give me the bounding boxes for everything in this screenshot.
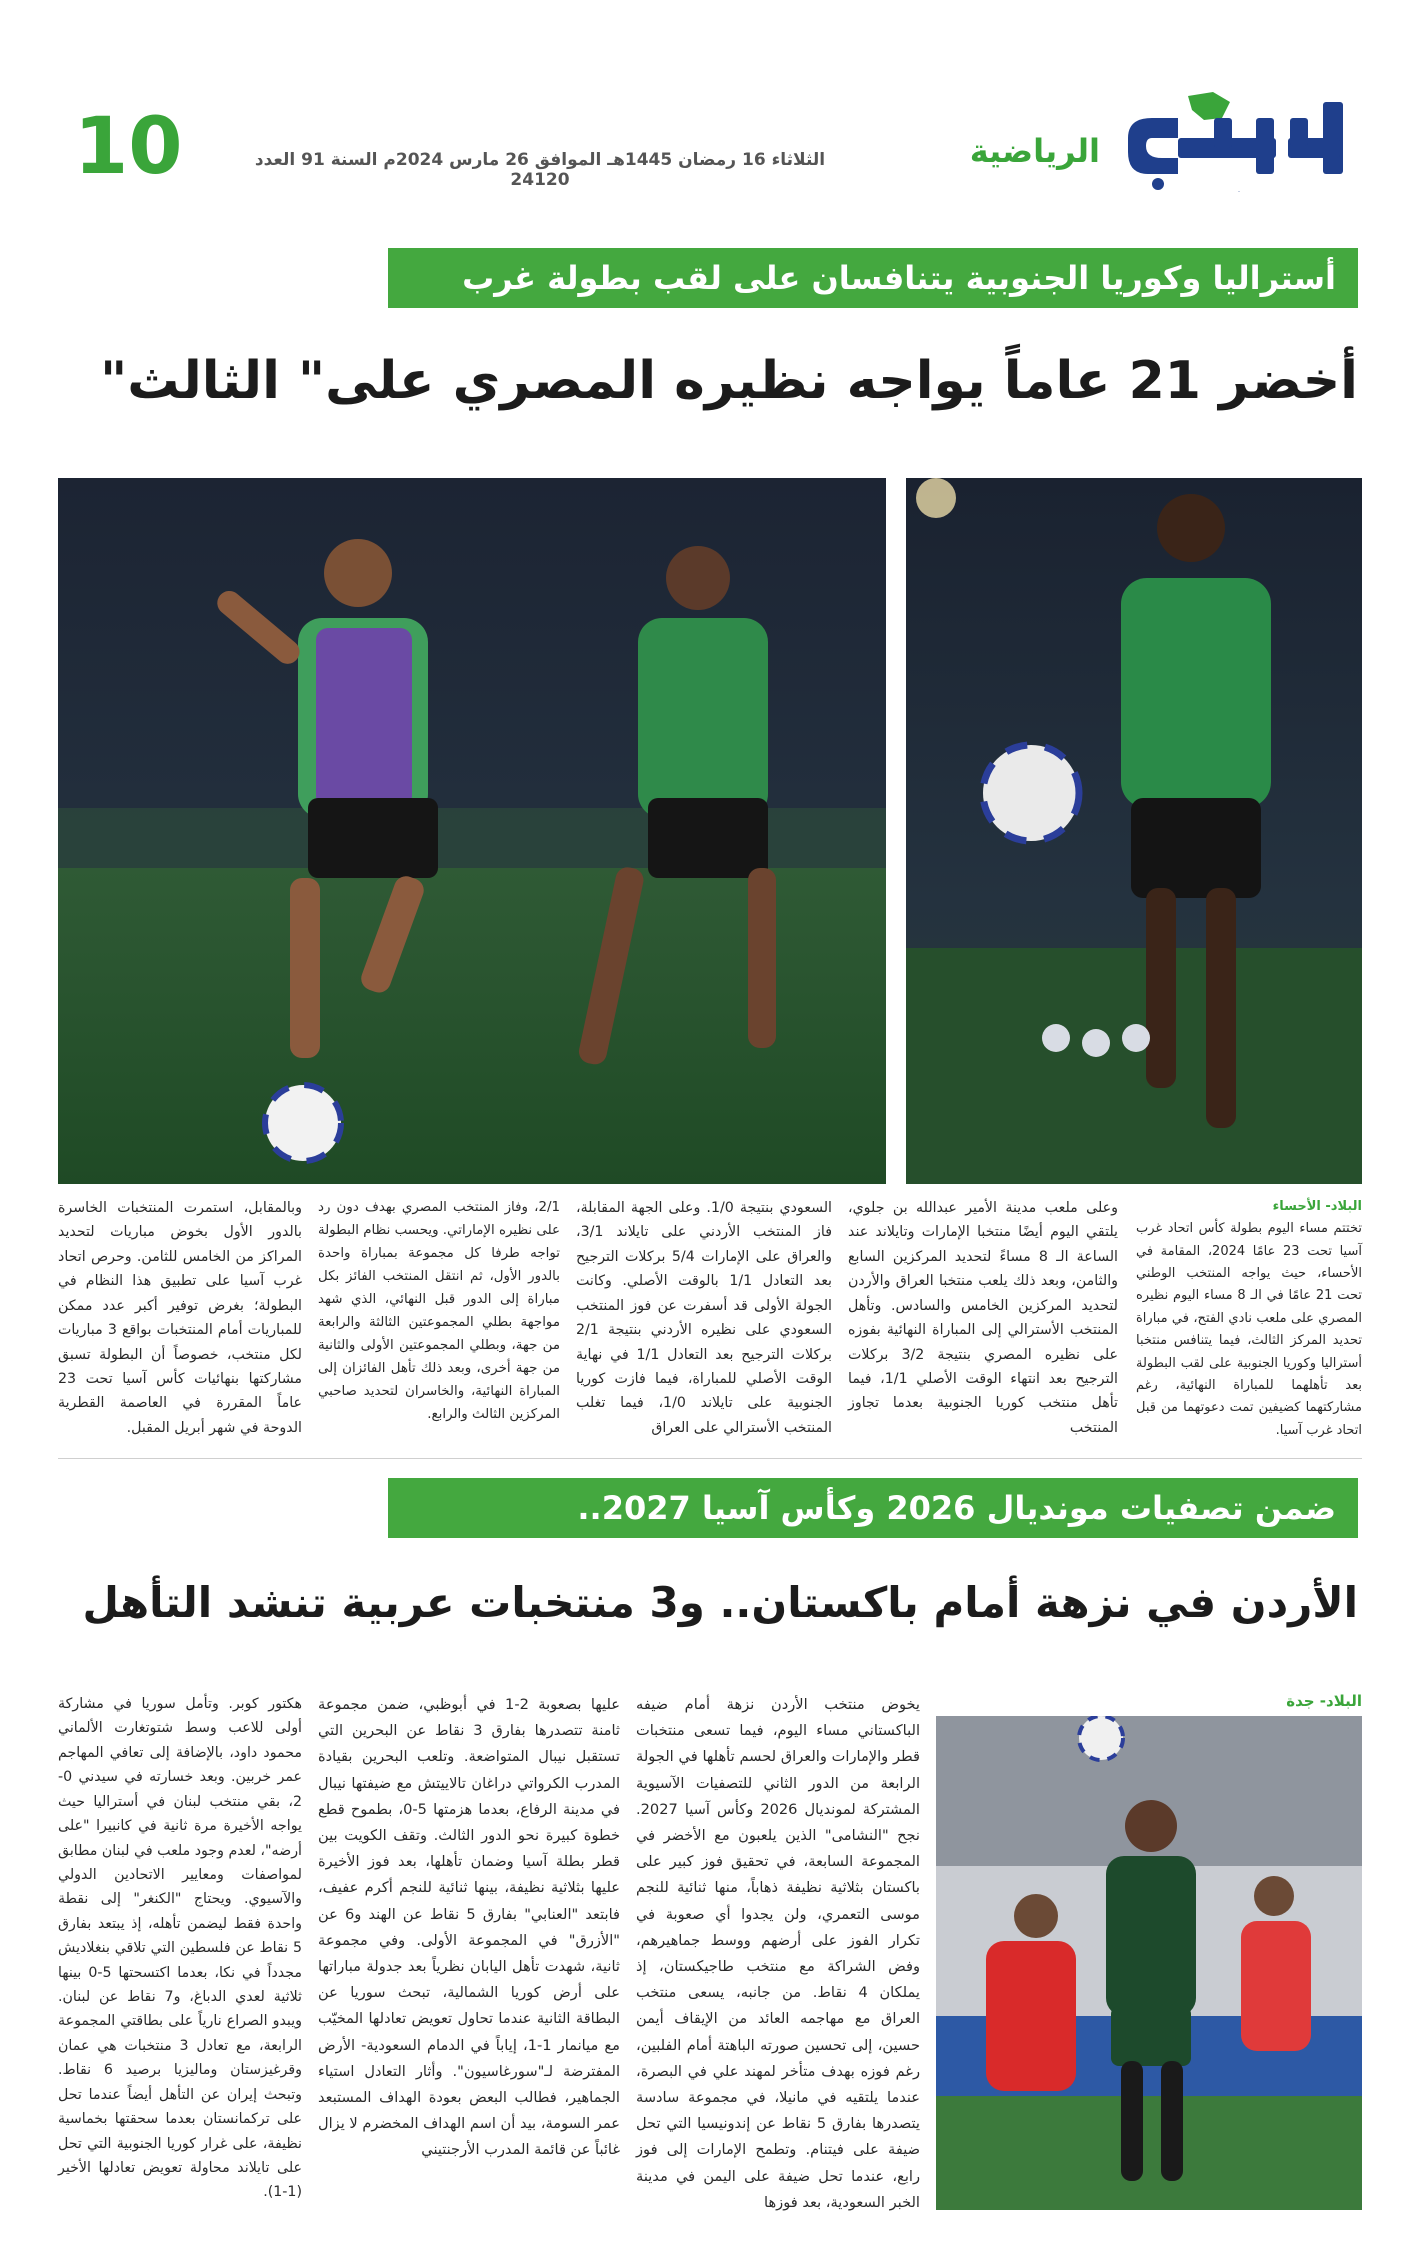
article-1-byline: البلاد- الأحساء — [1272, 1199, 1362, 1214]
section-divider — [58, 1458, 1362, 1459]
training-photo-player-with-ball — [906, 478, 1362, 1184]
article-1-column-1-text: تختتم مساء اليوم بطولة كأس اتحاد غرب آسيا تحت 23 عامًا 2024، المقامة في الأحساء، حيث يواجه المنتخب الوطني تحت 21 عامًا في الـ 8 مساء اليوم نظيره المصري على ملعب نادي الفتح، في مباراة تحديد المركز الثالث، فيما يتنافس منتخبا أستراليا وكوريا الجنوبية على لقب البطولة بعد تأهلهما للمباراة النهائية، رغم مشاركتهما كضيفين تمت دعوتهما من قبل اتحاد غرب آسيا. — [1136, 1221, 1362, 1438]
article-1-column-2: وعلى ملعب مدينة الأمير عبدالله بن جلوي، يلتقي اليوم أيضًا منتخبا الإمارات وتايلاند عند الساعة الـ 8 مساءً لتحديد المركزين السابع والثامن، وبعد ذلك يلعب منتخبا العراق والأردن لتحديد المركزين الخامس والسادس. وتأهل المنتخب الأسترالي إلى المباراة النهائية بفوزه على نظيره المصري بنتيجة 3/2 بركلات الترجيح بعد انتهاء الوقت الأصلي 1/1، فيما تأهل منتخب كوريا الجنوبية بعدما تجاوز المنتخب — [848, 1200, 1118, 1436]
dateline: الثلاثاء 16 رمضان 1445هـ الموافق 26 مارس 2024م السنة 91 العدد 24120 — [254, 150, 826, 190]
article-2-byline-holder — [936, 1692, 1362, 1710]
logo-text: البلاد — [1238, 192, 1240, 193]
article-2-headline: الأردن في نزهة أمام باكستان.. و3 منتخبات عربية تنشد التأهل — [82, 1578, 1358, 1627]
page-number: 10 — [74, 102, 183, 192]
article-2-column-1: يخوض منتخب الأردن نزهة أمام ضيفه الباكستاني مساء اليوم، فيما تسعى منتخبات قطر والإمارات والعراق لحسم تأهلها في الجولة الرابعة من الدور الثاني للتصفيات الآسيوية المشتركة لمونديال 2026 وكأس آسيا 2027. نجح "النشامى" الذين يلعبون مع الأخضر في المجموعة السابعة، في تحقيق فوز كبير على باكستان بثلاثية نظيفة ذهاباً، منها ثنائية للنجم موسى التعمري، ولن يجدوا أي صعوبة في تكرار الفوز على أرضهم ووسط جماهيرهم، وفض الشراكة مع منتخب طاجيكستان، إذ يملكان 4 نقاط. من جانبه، يسعى منتخب العراق مع مهاجمه العائد من الإيقاف أيمن حسين، إلى تحسين صورته الباهتة أمام الفلبين، رغم فوزه بهدف متأخر لمهند علي في البصرة، عندما يلتقيه في مانيلا، في مجموعة سادسة يتصدرها بفارق 5 نقاط عن إندونيسيا التي تحل ضيفة على فيتنام. وتطمح الإمارات إلى فوز رابع، عندما تحل ضيفة على اليمن في مدينة الخبر السعودية، بعد فوزها — [636, 1696, 920, 2211]
article-1-column-5: وبالمقابل، استمرت المنتخبات الخاسرة بالدور الأول بخوض مباريات لتحديد المراكز من الخامس للثامن. وحرص اتحاد غرب آسيا على تطبيق هذا النظام في البطولة؛ بغرض توفير أكبر عدد ممكن للمباريات أمام المنتخبات بواقع 3 مباريات لكل منتخب، خصوصاً أن البطولة تسبق مشاركتها بنهائيات كأس آسيا تحت 23 عاماً المقررة في العاصمة القطرية الدوحة في شهر أبريل المقبل. — [58, 1200, 302, 1436]
training-photo-two-players — [58, 478, 886, 1184]
newspaper-logo — [1118, 88, 1358, 193]
article-2-column-3: هكتور كوبر. وتأمل سوريا في مشاركة أولى للاعب وسط شتوتغارت الألماني محمود داود، بالإضافة إلى تعافي المهاجم عمر خربين. وبعد خسارته في سيدني 0-2، بقي منتخب لبنان في أستراليا حيث يواجه الأخيرة مرة ثانية في كانبيرا "على أرضه"، لعدم وجود ملعب في لبنان مطابق لمواصفات ومعايير الاتحادين الدولي والآسيوي. ويحتاج "الكنغر" إلى نقطة واحدة فقط ليضمن تأهله، إذ يبتعد بفارق 5 نقاط عن فلسطين التي تلاقي بنغلاديش مجدداً في نكا، بعدما اكتسحتها 5-0 بينها ثلاثية لعدي الدباغ، و7 نقاط عن لبنان. ويبدو الصراع نارياً على بطاقتي المجموعة الرابعة، مع تعادل 3 منتخبات هي عمان وقرغيزستان وماليزيا برصيد 6 نقاط. وتبحث إيران عن التأهل أيضاً عندما تحل على تركمانستان بعدما سحقتها بخماسية نظيفة، على غرار كوريا الجنوبية التي تحل على تايلاند محاولة تعويض تعادلها الأخير (1-1). — [58, 1696, 302, 2201]
article-1-column-4: 2/1، وفاز المنتخب المصري بهدف دون رد على نظيره الإماراتي. ويحسب نظام البطولة تواجه طرفا كل مجموعة بمباراة واحدة بالدور الأول، ثم انتقل المنتخب الفائز بكل مباراة إلى الدور قبل النهائي، الذي شهد مواجهة بطلي المجموعتين الثالثة والرابعة من جهة، وبطلي المجموعتين الأولى والثانية من جهة أخرى، وبعد ذلك تأهل الفائزان إلى المباراة النهائية، والخاسران لتحديد صاحبي المركزين الثالث والرابع. — [318, 1200, 560, 1423]
article-2-byline: البلاد- جدة — [1286, 1692, 1362, 1710]
article-1-column-3: السعودي بنتيجة 1/0. وعلى الجهة المقابلة، فاز المنتخب الأردني على تايلاند 3/1، والعراق على الإمارات 5/4 بركلات الترجيح بعد التعادل 1/1 بالوقت الأصلي. وكانت الجولة الأولى قد أسفرت عن فوز المنتخب السعودي على نظيره الأردني بنتيجة 2/1 بركلات الترجيح بعد التعادل 1/1 في نهاية الوقت الأصلي للمباراة، فيما فازت كوريا الجنوبية على تايلاند 1/0، فيما تغلب المنتخب الأسترالي على العراق — [576, 1200, 833, 1436]
article-2-kicker: ضمن تصفيات مونديال 2026 وكأس آسيا 2027.. — [388, 1478, 1358, 1538]
match-photo — [936, 1716, 1362, 2210]
article-2-column-2: عليها بصعوبة 2-1 في أبوظبي، ضمن مجموعة ثامنة تتصدرها بفارق 3 نقاط عن البحرين التي تستقبل نيبال المتواضعة. وتلعب البحرين بقيادة المدرب الكرواتي دراغان تالاييتش مع ضيفتها نيبال في مدينة الرفاع، بعدما هزمتها 5-0، بطموح قطع خطوة كبيرة نحو الدور الثالث. وتقف الكويت بين قطر بطلة آسيا وضمان تأهلها، بعد فوز الأخيرة عليها بثلاثية نظيفة، بينها ثنائية للنجم أكرم عفيف، فابتعد "العنابي" بفارق 5 نقاط عن الهند و6 عن "الأزرق" في المجموعة الأولى. وفي مجموعة ثانية، شهدت تأهل اليابان نظرياً بعد جدولة مباراتها على أرض كوريا الشمالية، تبحث سوريا عن البطاقة الثانية عندما تحاول تعويض تعادلها المخيّب مع ميانمار 1-1، إياباً في الدمام السعودية- الأرض المفترضة لـ"سورغاسيون". وأثار التعادل استياء الجماهير، فطالب البعض بعودة الهداف المستبعد عمر السومة، بيد أن اسم الهداف المخضرم لا يزال غائباً عن قائمة المدرب الأرجنتيني — [318, 1696, 621, 2159]
article-1-column-1 — [1136, 1196, 1362, 1446]
section-name: الرياضية — [969, 132, 1100, 170]
article-1-kicker: أستراليا وكوريا الجنوبية يتنافسان على لقب بطولة غرب آسيا.. — [388, 248, 1358, 308]
article-1-headline: أخضر 21 عاماً يواجه نظيره المصري على" الثالث" — [100, 351, 1358, 411]
